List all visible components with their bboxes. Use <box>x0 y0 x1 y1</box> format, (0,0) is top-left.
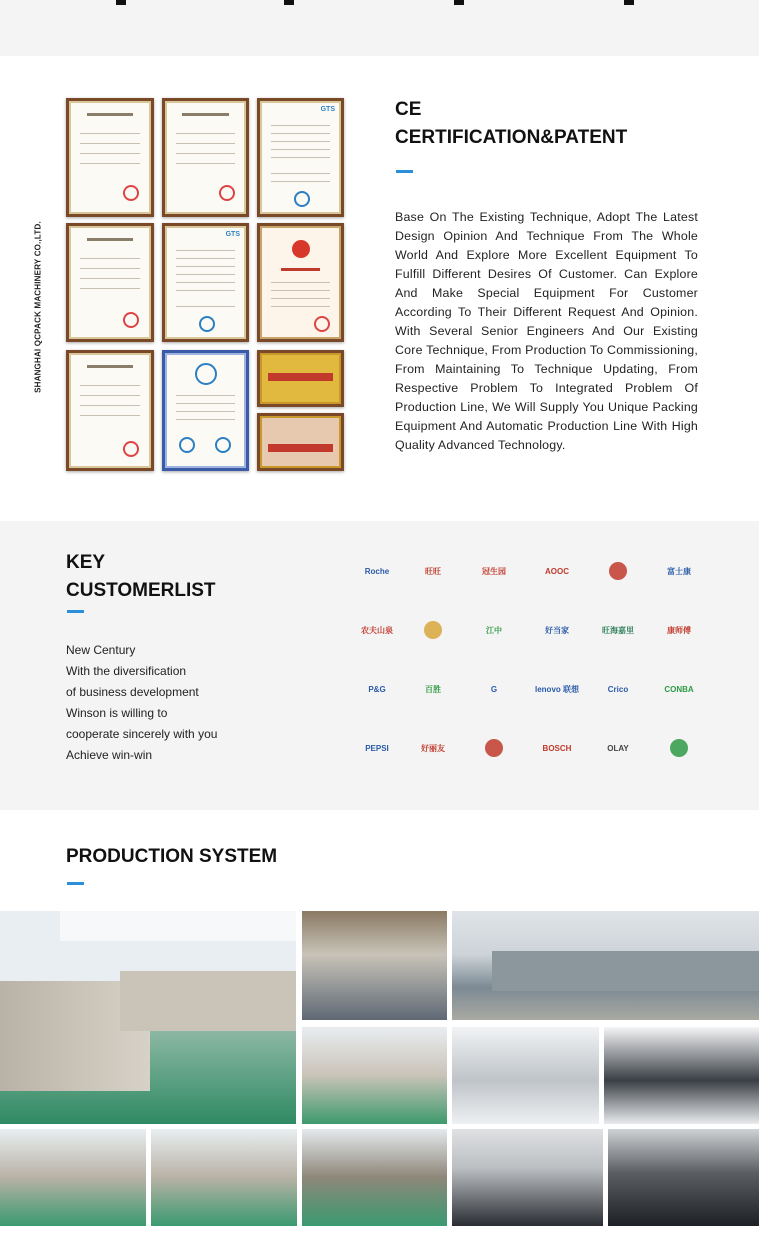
factory-building-photo <box>452 911 759 1020</box>
production-title: PRODUCTION SYSTEM <box>66 846 278 867</box>
customer-intro-line: Winson is willing to <box>66 706 168 720</box>
customer-logo: 好丽友 <box>421 743 445 753</box>
customer-logo: BOSCH <box>542 743 572 753</box>
workshop-photo-3 <box>302 1129 447 1226</box>
customer-logo: PEPSI <box>365 743 389 753</box>
ce-description: Base On The Existing Technique, Adopt The Latest Design Opinion And Technique From The Whole World And Explore More Excellent Equipment To Fulfill Different Desires Of Customer. Can Explore And Make Special Equipment For Customer According To Their Different Request And Opinion. With Several Senior Engineers And Our Existing Core Technique, From Production To Commissioning, From Maintaining To Technique Updating, From Respective Problem To Integrated Problem Of Production Line, We Will Supply You Unique Packing Equipment And Automatic Production Line With High Quality Advanced Technology. <box>395 210 698 452</box>
workshop-photo-2 <box>151 1129 297 1226</box>
ce-accent-bar <box>396 170 413 173</box>
customer-logo: OLAY <box>607 743 629 753</box>
customer-intro-line: New Century <box>66 643 136 657</box>
meeting-photo <box>452 1129 603 1226</box>
customer-logo <box>472 733 516 763</box>
business-license <box>257 223 344 342</box>
honor-certificate-1 <box>257 350 344 407</box>
customer-title-line1: KEY <box>66 552 106 573</box>
customer-logo <box>657 733 701 763</box>
customer-logo <box>411 615 455 645</box>
divider-mark <box>454 0 464 5</box>
company-name-text: SHANGHAI QCPACK MACHINERY CO.,LTD. <box>33 221 43 393</box>
customer-logo: 百胜 <box>425 684 441 694</box>
divider-mark <box>284 0 294 5</box>
customer-intro-line: With the diversification <box>66 664 187 678</box>
customer-logo: 冠生园 <box>482 566 506 576</box>
logo-mark-icon <box>485 739 503 757</box>
customer-logo: P&G <box>368 684 386 694</box>
logo-mark-icon <box>424 621 442 639</box>
customer-logo: CONBA <box>664 684 694 694</box>
customer-intro-line: cooperate sincerely with you <box>66 727 218 741</box>
customer-logo <box>596 556 640 586</box>
company-name-vertical <box>33 221 43 393</box>
ce-title-line2: CERTIFICATION&PATENT <box>395 127 628 148</box>
customer-logo: 好当家 <box>545 625 569 635</box>
customer-logo: 旺旺 <box>425 566 441 576</box>
office-photo <box>302 911 447 1020</box>
gts-logo: GTS <box>225 231 240 238</box>
customer-logo: 旺海嘉里 <box>602 625 634 635</box>
negotiation-photo <box>608 1129 759 1226</box>
customer-logo: 江中 <box>486 625 502 635</box>
customer-logo: 富士康 <box>667 566 691 576</box>
iso-certificate <box>162 350 249 471</box>
customer-title <box>66 549 216 605</box>
divider-mark <box>116 0 126 5</box>
production-accent-bar <box>67 882 84 885</box>
patent-certificate-2 <box>162 98 249 217</box>
ce-certificate-1 <box>257 98 344 217</box>
customer-accent-bar <box>67 610 84 613</box>
ce-certificate-2 <box>162 223 249 342</box>
customer-intro <box>66 640 217 766</box>
customer-intro-line: of business development <box>66 685 199 699</box>
showroom-photo-1 <box>452 1027 599 1124</box>
patent-certificate-1 <box>66 98 154 217</box>
gts-logo: GTS <box>320 106 335 113</box>
factory-floor-photo <box>0 911 296 1124</box>
customer-logo: G <box>490 684 498 694</box>
patent-certificate-4 <box>66 350 154 471</box>
patent-certificate-3 <box>66 223 154 342</box>
customer-logo: Roche <box>364 566 390 576</box>
logo-mark-icon <box>670 739 688 757</box>
customer-logo: 康师傅 <box>667 625 691 635</box>
honor-certificate-2 <box>257 413 344 471</box>
customer-intro-line: Achieve win-win <box>66 748 153 762</box>
workshop-photo-1 <box>0 1129 146 1226</box>
customer-logo: 农夫山泉 <box>361 625 393 635</box>
top-strip <box>0 0 759 56</box>
assembly-line-photo <box>302 1027 447 1124</box>
ce-title <box>395 96 627 152</box>
national-emblem-icon <box>292 240 310 258</box>
customer-title-line2: CUSTOMERLIST <box>66 580 216 601</box>
customer-logo: AOOC <box>545 566 569 576</box>
logo-mark-icon <box>609 562 627 580</box>
customer-logo: Crico <box>607 684 629 694</box>
customer-logo: lenovo 联想 <box>535 684 580 694</box>
ce-title-line1: CE <box>395 99 422 120</box>
showroom-photo-2 <box>604 1027 759 1124</box>
divider-mark <box>624 0 634 5</box>
